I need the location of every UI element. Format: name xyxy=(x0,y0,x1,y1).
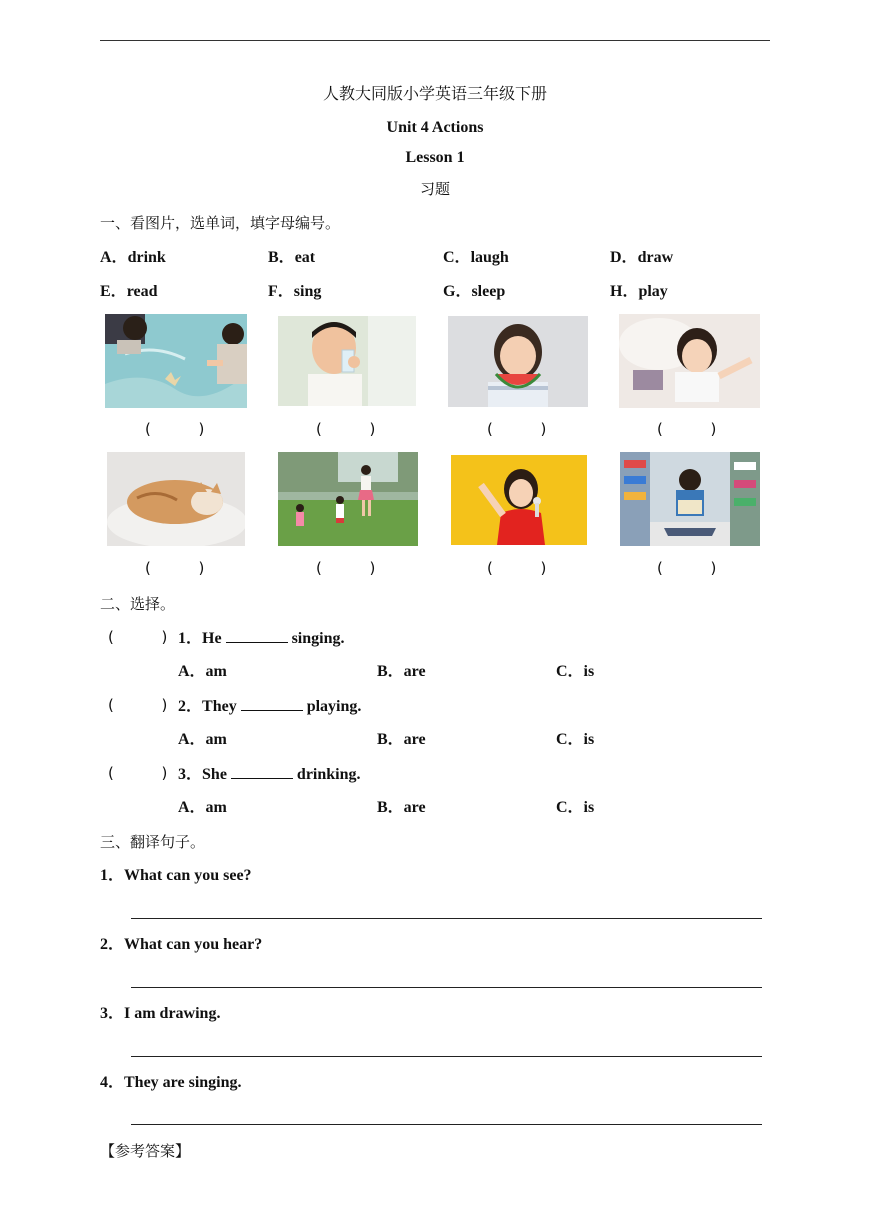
question-tail: drinking. xyxy=(296,766,361,783)
document-title: 人教大同版小学英语三年级下册 xyxy=(322,84,547,103)
children-drawing-image xyxy=(105,314,247,408)
answer-line-3[interactable] xyxy=(131,1056,762,1057)
translate-item-4: 4．They are singing. xyxy=(100,1074,242,1091)
choice-a: A．am xyxy=(178,799,227,816)
exercise-subtitle: 习题 xyxy=(419,180,450,198)
answer-paren-8[interactable]: ( ) xyxy=(657,559,717,577)
option-word: drink xyxy=(127,249,166,266)
translate-item-3: 3．I am drawing. xyxy=(100,1005,221,1022)
choice-a: A．am xyxy=(178,663,227,680)
answer-paren-7[interactable]: ( ) xyxy=(487,559,547,577)
answer-paren-6[interactable]: ( ) xyxy=(316,559,376,577)
choice-a: A．am xyxy=(178,731,227,748)
choice-b: B．are xyxy=(377,799,426,816)
section1-heading: 一、看图片，选单词，填字母编号。 xyxy=(100,214,341,232)
question-number: 3． xyxy=(178,766,203,783)
question-tail: singing. xyxy=(291,630,345,647)
question-text xyxy=(178,764,361,785)
option-letter: H． xyxy=(610,283,639,300)
option-word: draw xyxy=(637,249,674,266)
question-text xyxy=(178,628,344,649)
girl-eating-watermelon-image xyxy=(448,316,588,407)
section3-heading: 三、翻译句子。 xyxy=(100,833,206,851)
choice-c: C．is xyxy=(556,799,595,816)
option-word: read xyxy=(126,283,158,300)
choice-c: C．is xyxy=(556,663,595,680)
option-e xyxy=(100,282,158,302)
option-f xyxy=(268,282,321,302)
answer-line-1[interactable] xyxy=(131,918,762,919)
option-h xyxy=(610,282,668,302)
option-word: laugh xyxy=(470,249,509,266)
boy-drinking-image xyxy=(278,316,416,406)
unit-title: Unit 4 Actions xyxy=(386,119,484,136)
answer-paren-3[interactable]: ( ) xyxy=(487,420,547,438)
lesson-title: Lesson 1 xyxy=(405,149,465,166)
option-c xyxy=(443,248,509,268)
girl-singing-image xyxy=(451,455,587,545)
translate-item-1: 1．What can you see? xyxy=(100,867,252,884)
option-letter: B． xyxy=(268,249,295,266)
option-b xyxy=(268,248,315,268)
answer-paren-4[interactable]: ( ) xyxy=(657,420,717,438)
choice-b: B．are xyxy=(377,731,426,748)
option-word: play xyxy=(638,283,668,300)
option-letter: A． xyxy=(100,249,128,266)
question-subject: He xyxy=(202,630,222,647)
question-paren[interactable]: ( ) xyxy=(108,764,168,782)
section2-heading: 二、选择。 xyxy=(100,595,176,613)
choice-c: C．is xyxy=(556,731,595,748)
question-number: 2． xyxy=(178,698,203,715)
answer-key-heading: 【参考答案】 xyxy=(100,1142,191,1160)
option-letter: C． xyxy=(443,249,471,266)
option-a xyxy=(100,248,166,268)
translate-item-2: 2．What can you hear? xyxy=(100,936,263,953)
option-g xyxy=(443,282,505,302)
cat-sleeping-image xyxy=(107,452,245,546)
answer-line-4[interactable] xyxy=(131,1124,762,1125)
option-word: eat xyxy=(294,249,316,266)
question-paren[interactable]: ( ) xyxy=(108,696,168,714)
question-paren[interactable]: ( ) xyxy=(108,628,168,646)
option-d xyxy=(610,248,673,268)
answer-paren-1[interactable]: ( ) xyxy=(145,420,205,438)
answer-paren-2[interactable]: ( ) xyxy=(316,420,376,438)
option-letter: F． xyxy=(268,283,294,300)
question-tail: playing. xyxy=(306,698,362,715)
header-rule xyxy=(100,40,770,41)
question-text xyxy=(178,696,361,717)
option-word: sing xyxy=(293,283,322,300)
question-subject: She xyxy=(202,766,227,783)
fill-blank[interactable] xyxy=(231,764,293,779)
option-letter: D． xyxy=(610,249,638,266)
choice-b: B．are xyxy=(377,663,426,680)
option-word: sleep xyxy=(471,283,506,300)
fill-blank[interactable] xyxy=(241,696,303,711)
question-number: 1． xyxy=(178,630,203,647)
children-playing-image xyxy=(278,452,418,546)
boy-reading-image xyxy=(620,452,760,546)
girl-laughing-image xyxy=(619,314,760,408)
option-letter: E． xyxy=(100,283,127,300)
fill-blank[interactable] xyxy=(226,628,288,643)
answer-paren-5[interactable]: ( ) xyxy=(145,559,205,577)
option-letter: G． xyxy=(443,283,472,300)
question-subject: They xyxy=(202,698,237,715)
answer-line-2[interactable] xyxy=(131,987,762,988)
